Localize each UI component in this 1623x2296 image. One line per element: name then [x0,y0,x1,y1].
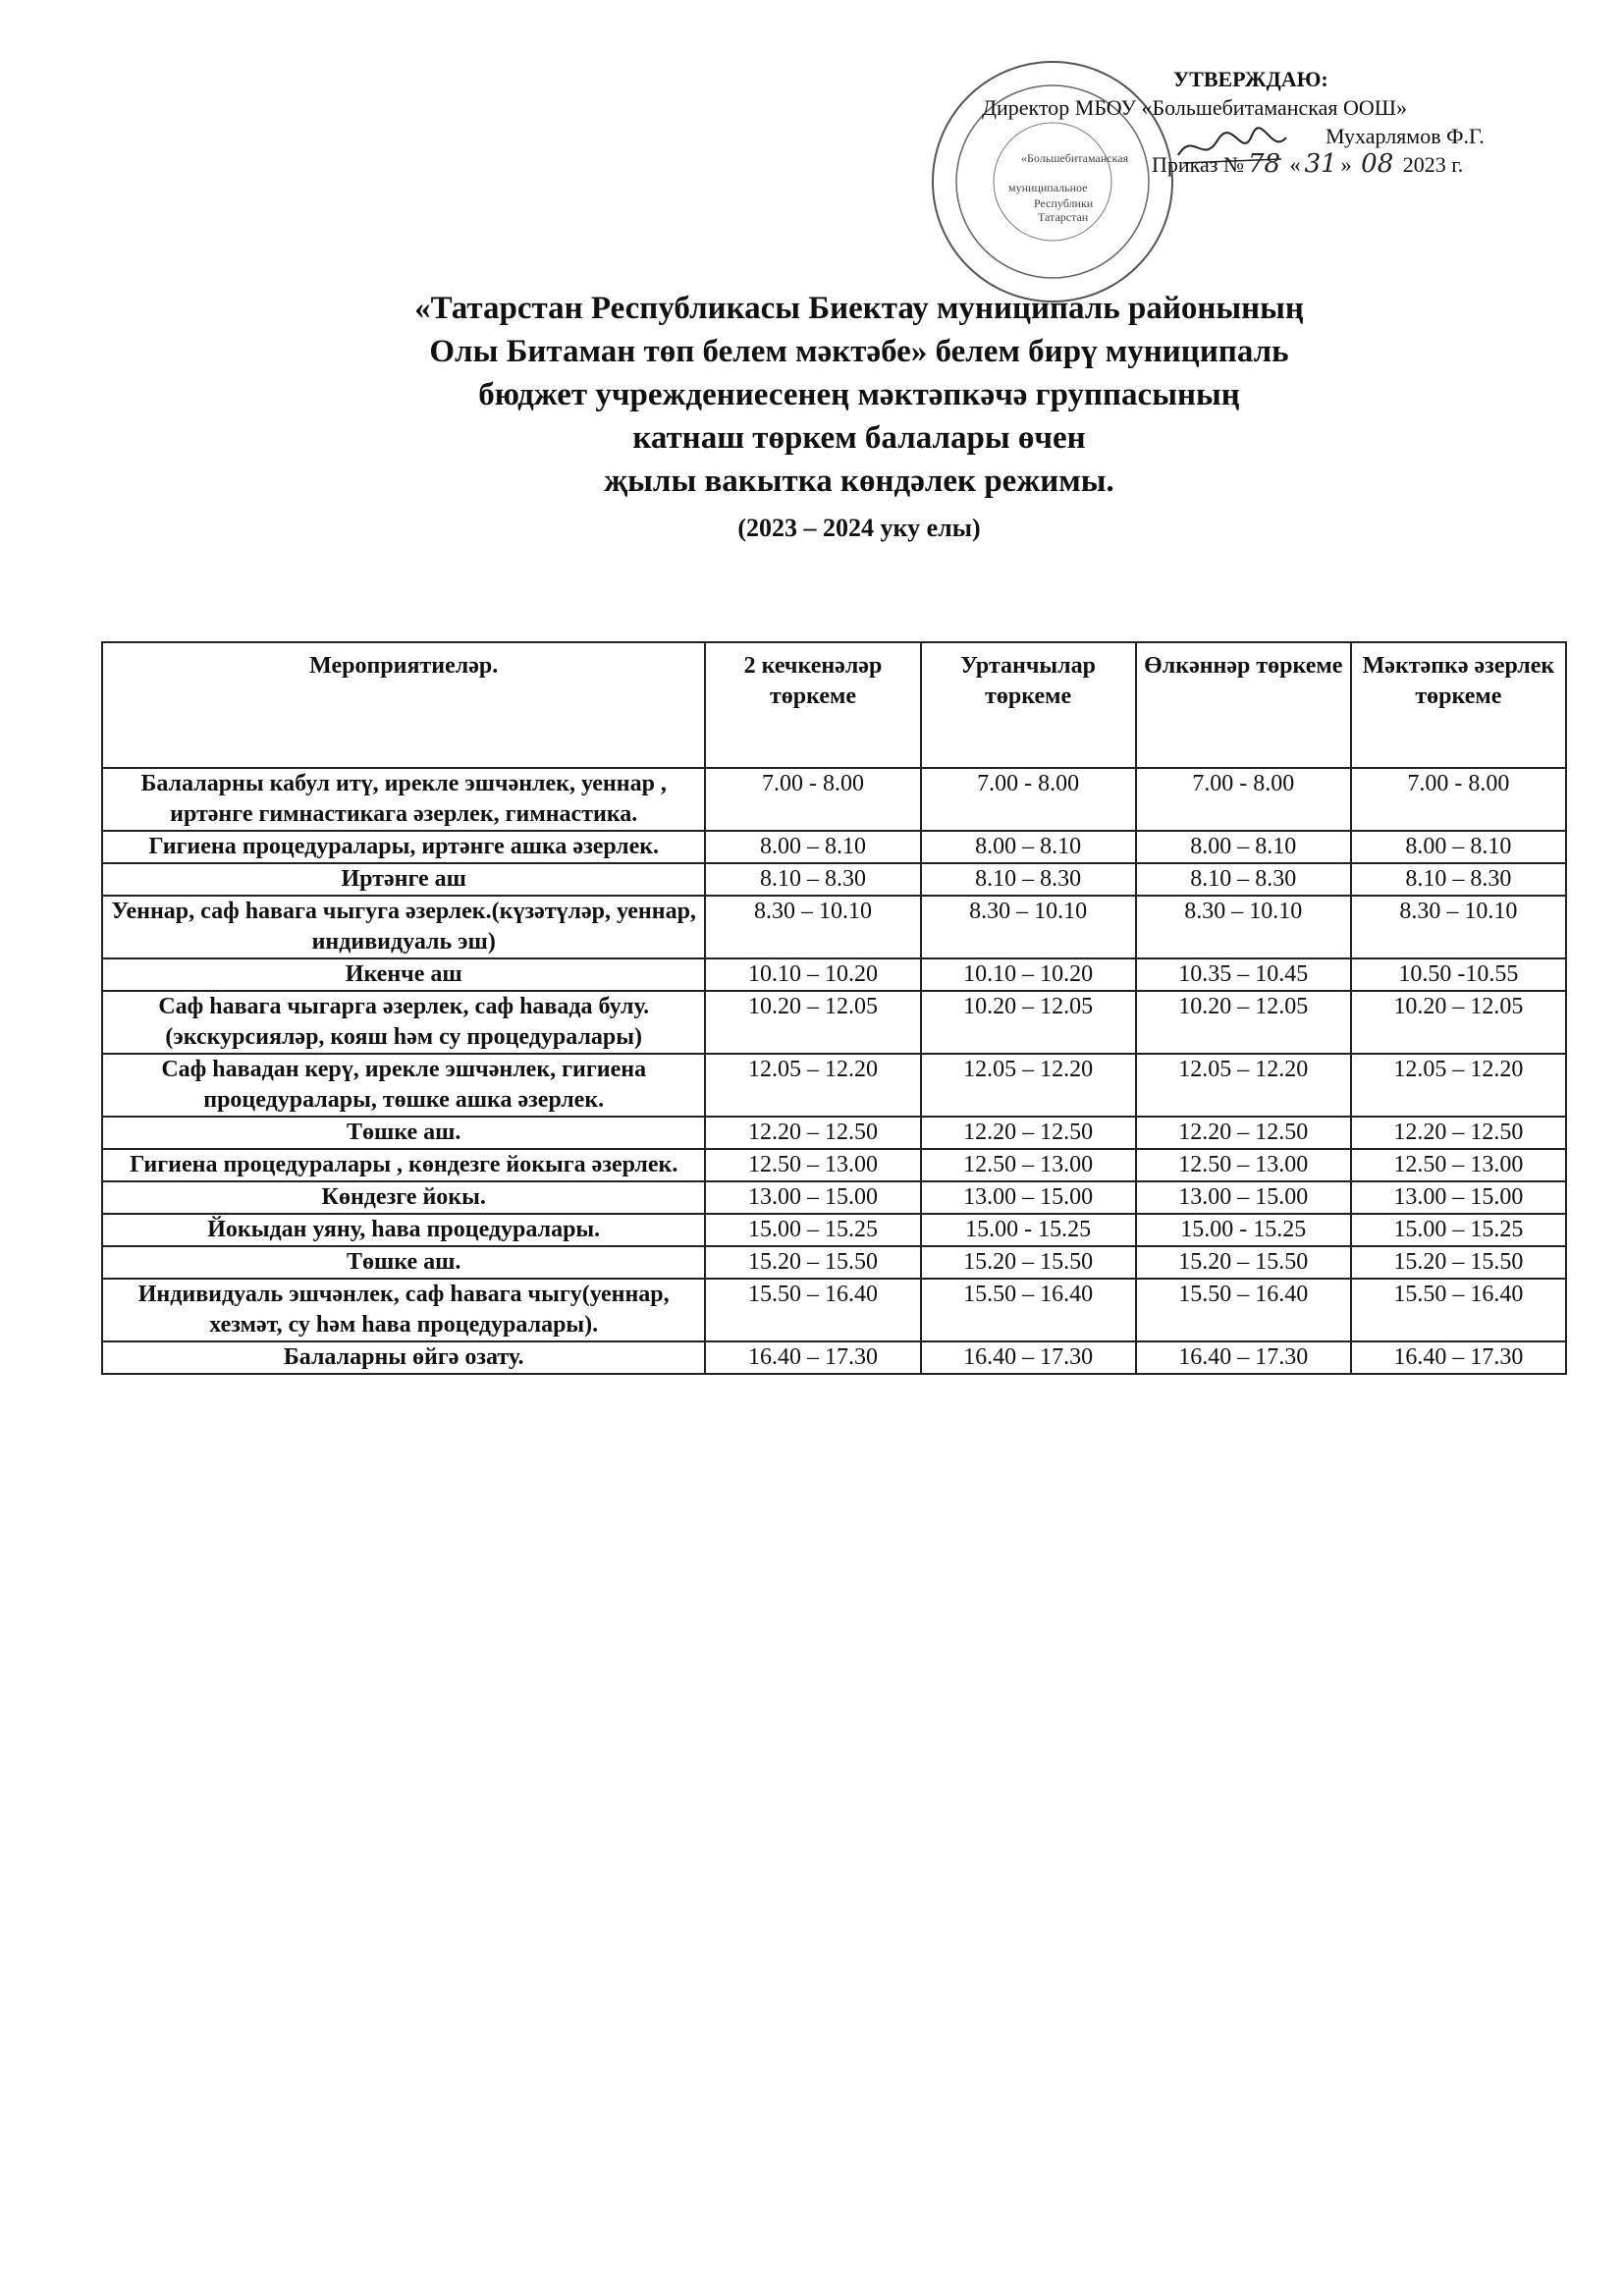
time-cell: 15.20 – 15.50 [1136,1246,1351,1279]
table-row [102,768,1566,831]
time-cell: 12.20 – 12.50 [1351,1117,1566,1149]
document-title [177,287,1542,546]
table-row [102,1054,1566,1117]
activity-cell: Төшке аш. [102,1246,705,1279]
time-cell: 8.30 – 10.10 [1351,896,1566,958]
header-group-4: Мәктәпкә әзерлек төркеме [1351,642,1566,768]
header-group-2: Уртанчылар төркеме [921,642,1136,768]
time-cell: 16.40 – 17.30 [1351,1341,1566,1374]
time-cell: 12.50 – 13.00 [1136,1149,1351,1181]
table-row [102,1341,1566,1374]
time-cell: 10.20 – 12.05 [1351,991,1566,1054]
activity-cell: Саф һавадан керү, ирекле эшчәнлек, гигиена процедуралары, төшке ашка әзерлек. [102,1054,705,1117]
time-cell: 7.00 - 8.00 [1351,768,1566,831]
activity-cell: Икенче аш [102,958,705,991]
table-row [102,896,1566,958]
title-line: Олы Битаман төп белем мәктәбе» белем бирү муниципаль [429,334,1289,369]
time-cell: 15.50 – 16.40 [921,1279,1136,1341]
approval-name: Мухарлямов Ф.Г. [1325,124,1485,148]
table-row [102,958,1566,991]
time-cell: 13.00 – 15.00 [921,1181,1136,1214]
table-header-row [102,642,1566,768]
table-row [102,1279,1566,1341]
time-cell: 12.05 – 12.20 [1351,1054,1566,1117]
activity-cell: Гигиена процедуралары, иртәнге ашка әзерлек. [102,831,705,863]
title-line: катнаш төркем балалары өчен [632,420,1086,456]
activity-cell: Йокыдан уяну, һава процедуралары. [102,1214,705,1246]
header-group-3: Өлкәннәр төркеме [1136,642,1351,768]
time-cell: 8.10 – 8.30 [1136,863,1351,896]
schedule-table [101,641,1567,1375]
stamp-line: «Большебитаманская [1021,151,1129,165]
stamp-line: муниципальное [1008,181,1088,194]
table-row [102,863,1566,896]
time-cell: 8.10 – 8.30 [1351,863,1566,896]
time-cell: 13.00 – 15.00 [705,1181,920,1214]
time-cell: 7.00 - 8.00 [705,768,920,831]
order-month: 08 [1361,149,1394,179]
activity-cell: Балаларны кабул итү, ирекле эшчәнлек, уеннар , иртәнге гимнастикага әзерлек, гимнастика. [102,768,705,831]
time-cell: 7.00 - 8.00 [921,768,1136,831]
approval-order [982,150,1571,179]
stamp-line: Республики [1034,196,1094,210]
academic-year: (2023 – 2024 уку елы) [737,514,981,542]
time-cell: 10.20 – 12.05 [705,991,920,1054]
activity-cell: Саф һавага чыгарга әзерлек, саф һавада булу.(экскурсияләр, кояш һәм су процедуралары) [102,991,705,1054]
time-cell: 10.10 – 10.20 [921,958,1136,991]
order-number: 78 [1247,149,1281,179]
title-line: бюджет учреждениесенең мәктәпкәчә группасының [478,377,1240,412]
time-cell: 10.10 – 10.20 [705,958,920,991]
approval-director: Директор МБОУ «Большебитаманская ООШ» [982,95,1407,120]
activity-cell: Балаларны өйгә озату. [102,1341,705,1374]
time-cell: 8.10 – 8.30 [921,863,1136,896]
table-row [102,831,1566,863]
time-cell: 10.20 – 12.05 [1136,991,1351,1054]
time-cell: 12.05 – 12.20 [1136,1054,1351,1117]
time-cell: 12.50 – 13.00 [705,1149,920,1181]
time-cell: 16.40 – 17.30 [705,1341,920,1374]
activity-cell: Гигиена процедуралары , көндезге йокыга әзерлек. [102,1149,705,1181]
time-cell: 12.05 – 12.20 [921,1054,1136,1117]
time-cell: 12.50 – 13.00 [921,1149,1136,1181]
table-row [102,1117,1566,1149]
time-cell: 15.20 – 15.50 [921,1246,1136,1279]
header-activities: Мероприятиеләр. [102,642,705,768]
table-row [102,1246,1566,1279]
schedule-body [102,768,1566,1374]
time-cell: 8.10 – 8.30 [705,863,920,896]
time-cell: 15.00 - 15.25 [1136,1214,1351,1246]
approval-block [982,65,1571,179]
time-cell: 12.20 – 12.50 [705,1117,920,1149]
stamp-line: Татарстан [1038,210,1089,224]
time-cell: 8.00 – 8.10 [1136,831,1351,863]
time-cell: 15.00 – 15.25 [1351,1214,1566,1246]
activity-cell: Индивидуаль эшчәнлек, саф һавага чыгу(уеннар, хезмәт, су һәм һава процедуралары). [102,1279,705,1341]
order-quote-close: » [1340,152,1352,177]
time-cell: 12.20 – 12.50 [921,1117,1136,1149]
time-cell: 15.50 – 16.40 [705,1279,920,1341]
activity-cell: Уеннар, саф һавага чыгуга әзерлек.(күзәтүләр, уеннар, индивидуаль эш) [102,896,705,958]
time-cell: 16.40 – 17.30 [921,1341,1136,1374]
table-row [102,991,1566,1054]
time-cell: 12.05 – 12.20 [705,1054,920,1117]
time-cell: 8.30 – 10.10 [921,896,1136,958]
time-cell: 12.50 – 13.00 [1351,1149,1566,1181]
time-cell: 15.00 - 15.25 [921,1214,1136,1246]
time-cell: 7.00 - 8.00 [1136,768,1351,831]
activity-cell: Төшке аш. [102,1117,705,1149]
time-cell: 12.20 – 12.50 [1136,1117,1351,1149]
time-cell: 15.50 – 16.40 [1136,1279,1351,1341]
time-cell: 13.00 – 15.00 [1136,1181,1351,1214]
activity-cell: Иртәнге аш [102,863,705,896]
table-row [102,1214,1566,1246]
time-cell: 8.00 – 8.10 [1351,831,1566,863]
time-cell: 16.40 – 17.30 [1136,1341,1351,1374]
table-row [102,1149,1566,1181]
time-cell: 15.50 – 16.40 [1351,1279,1566,1341]
time-cell: 8.00 – 8.10 [705,831,920,863]
title-line: «Татарстан Республикасы Биектау муниципаль районының [414,291,1304,326]
time-cell: 10.20 – 12.05 [921,991,1136,1054]
approval-title: УТВЕРЖДАЮ: [1173,67,1328,91]
table-row [102,1181,1566,1214]
order-year: 2023 г. [1402,152,1464,177]
time-cell: 15.00 – 15.25 [705,1214,920,1246]
order-day: 31 [1304,149,1337,179]
time-cell: 15.20 – 15.50 [705,1246,920,1279]
time-cell: 13.00 – 15.00 [1351,1181,1566,1214]
order-prefix: Приказ № [1152,152,1244,177]
time-cell: 8.00 – 8.10 [921,831,1136,863]
activity-cell: Көндезге йокы. [102,1181,705,1214]
time-cell: 8.30 – 10.10 [705,896,920,958]
title-line: җылы вакытка көндәлек режимы. [604,464,1114,499]
time-cell: 8.30 – 10.10 [1136,896,1351,958]
time-cell: 15.20 – 15.50 [1351,1246,1566,1279]
header-group-1: 2 кечкенәләр төркеме [705,642,920,768]
time-cell: 10.35 – 10.45 [1136,958,1351,991]
time-cell: 10.50 -10.55 [1351,958,1566,991]
order-quote-open: « [1289,152,1301,177]
